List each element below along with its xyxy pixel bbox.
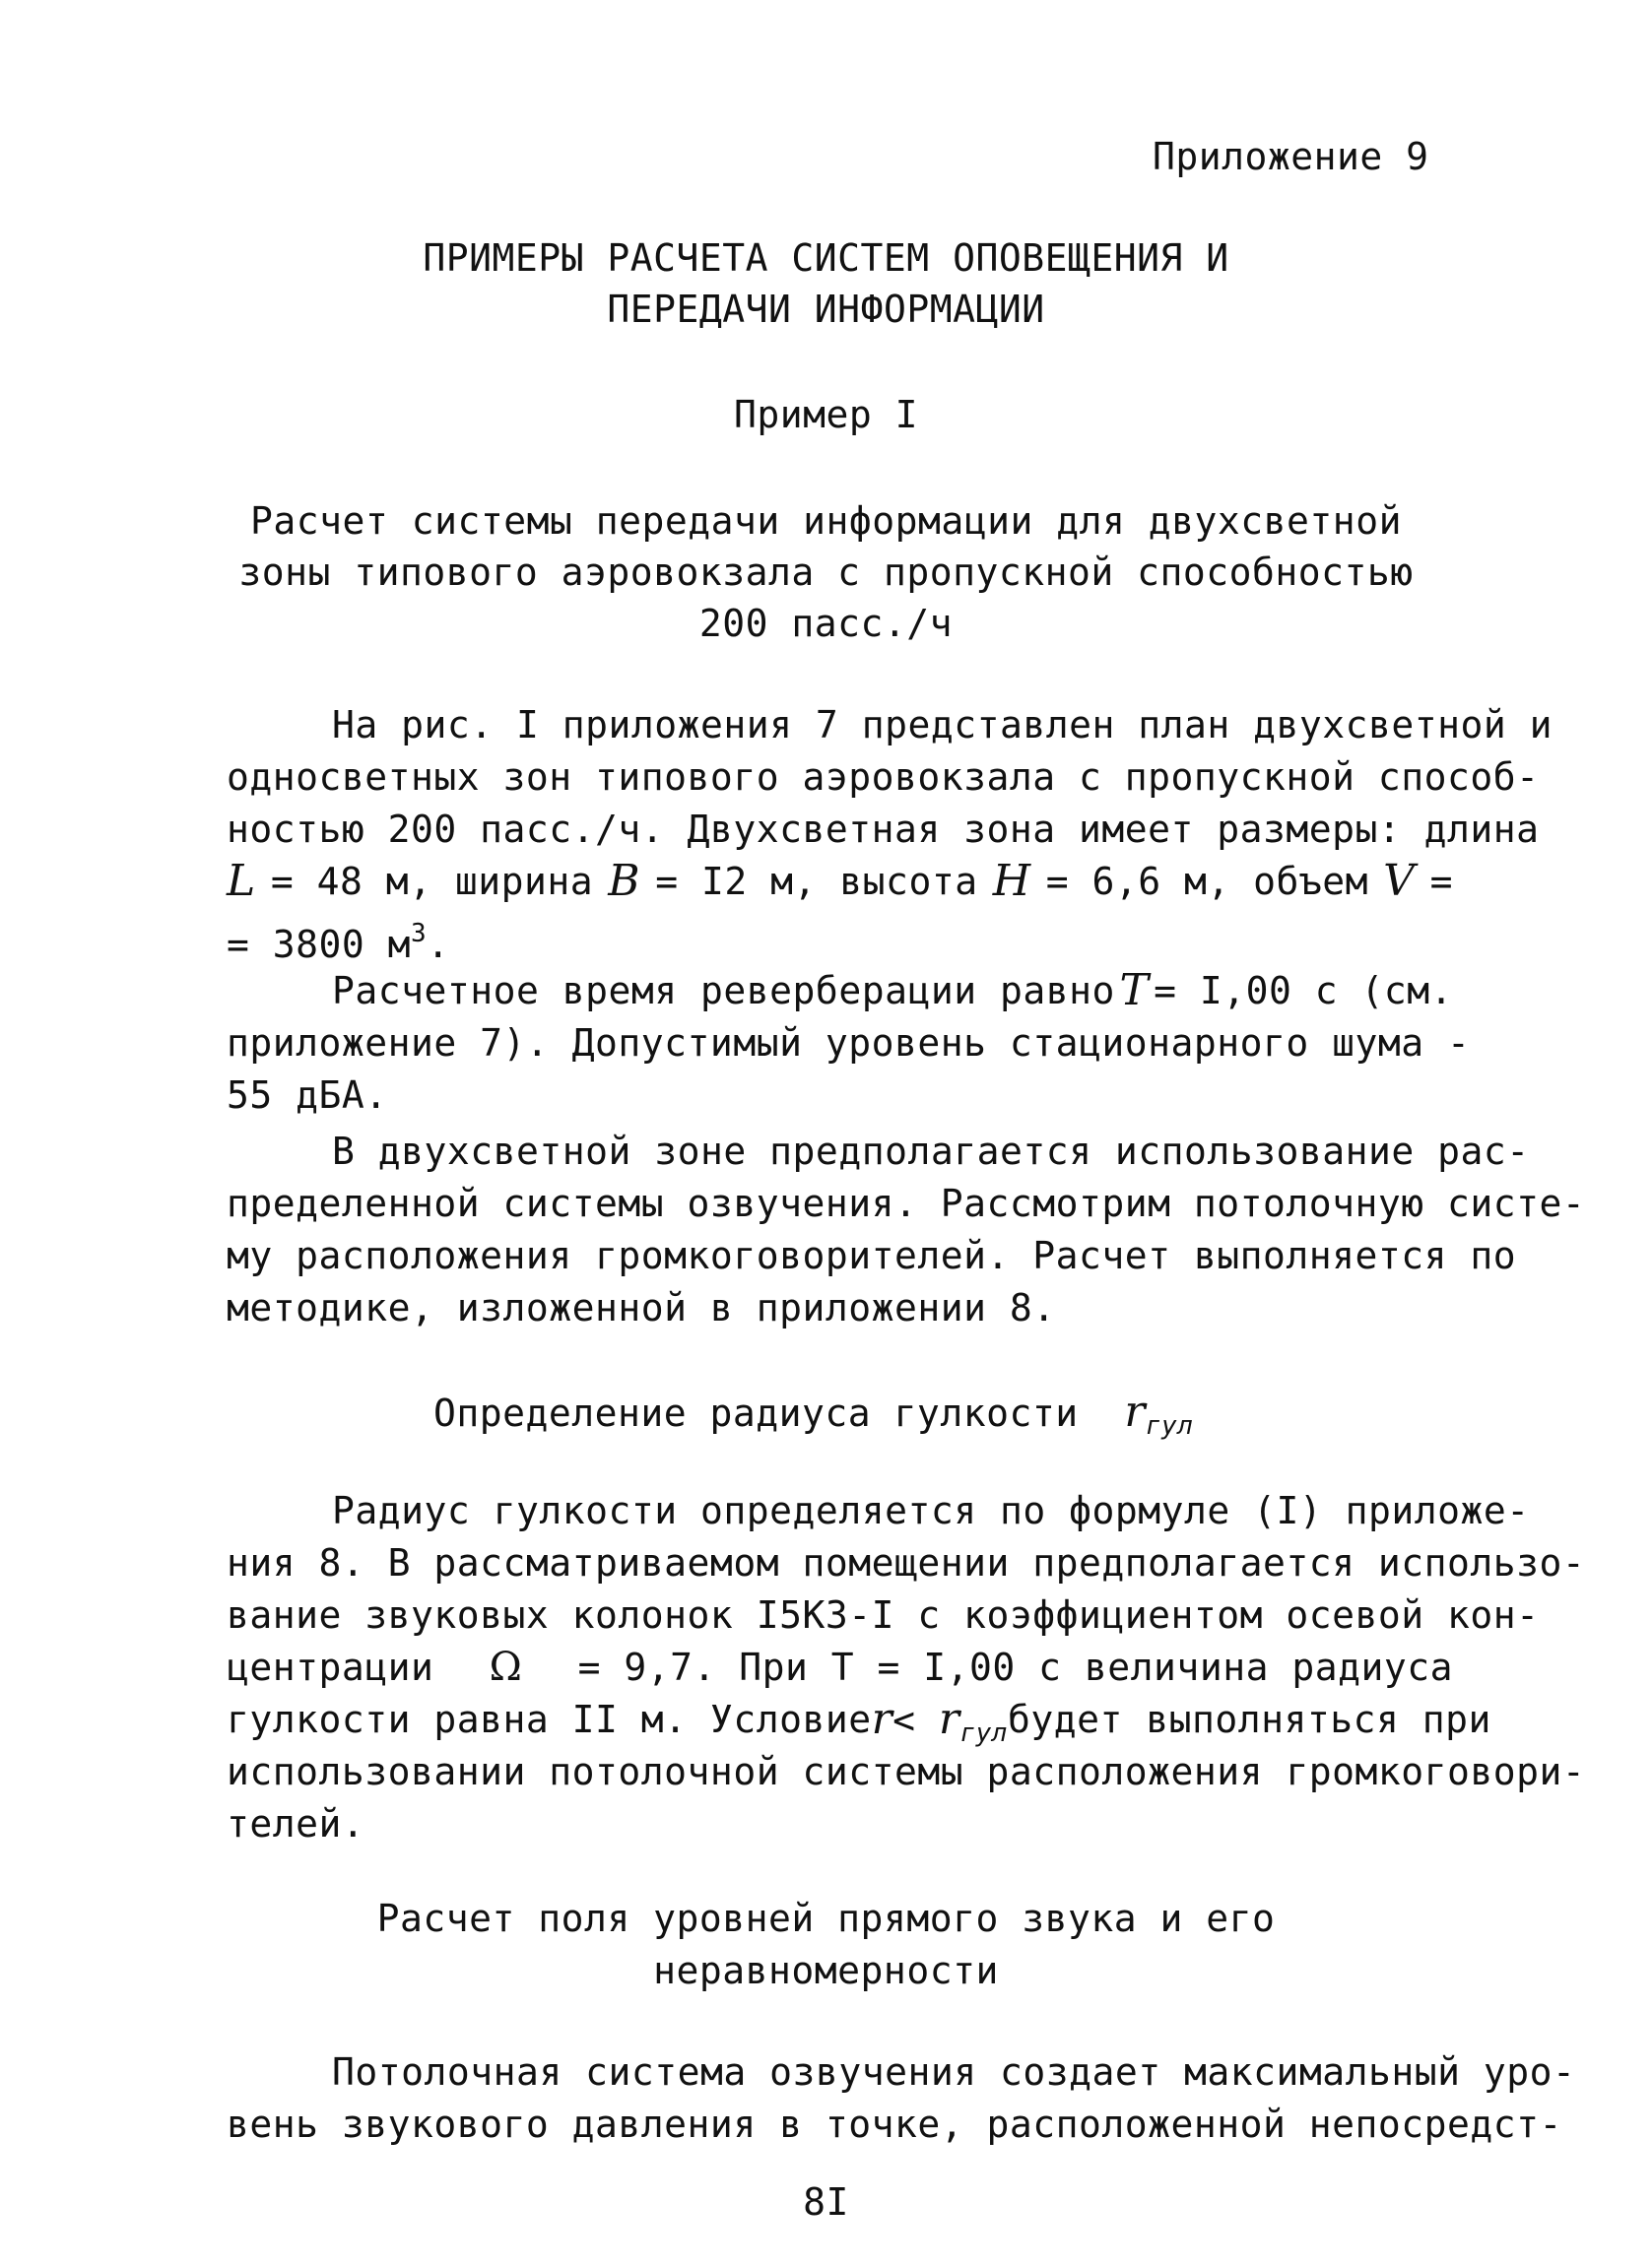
text-span: = 9,7. При T = I,00 с величина радиуса xyxy=(577,1646,1453,1689)
text-span: = I,00 с (см. xyxy=(1154,969,1453,1012)
example-label: Пример I xyxy=(733,393,919,436)
text-span: = I2 м, высота xyxy=(655,860,978,903)
text-span: вень звукового давления в точке, расположенной непосредст- xyxy=(227,2103,1562,2146)
paragraph-3-line-3 xyxy=(227,1230,1517,1281)
paragraph-3-line-4: методике, изложенной в приложении 8. xyxy=(227,1286,1056,1329)
appendix-label: Приложение 9 xyxy=(1153,135,1429,178)
height-symbol: H xyxy=(992,856,1031,906)
text-span: Радиус гулкости определяется по формуле (I) приложе- xyxy=(332,1489,1530,1532)
paragraph-4-line-4 xyxy=(227,1642,1453,1693)
radius-symbol: r xyxy=(938,1694,960,1744)
title-line-2: ПЕРЕДАЧИ ИНФОРМАЦИИ xyxy=(607,288,1045,331)
text-span: ния 8. В рассматриваемом помещении предполагается использо- xyxy=(227,1541,1586,1585)
paragraph-4-line-6 xyxy=(227,1746,1586,1797)
heading-text: Определение радиуса гулкости xyxy=(433,1392,1079,1435)
paragraph-2-line-2: приложение 7). Допустимый уровень стационарного шума - xyxy=(227,1021,1471,1065)
paragraph-1-line-3 xyxy=(227,804,1540,855)
section-2-heading-line-1: Расчет поля уровней прямого звука и его xyxy=(376,1897,1276,1940)
reverberation-time-symbol: T xyxy=(1119,965,1150,1015)
text-span: будет выполняться при xyxy=(1007,1698,1491,1741)
paragraph-3-line-1 xyxy=(332,1126,1530,1177)
example-subtitle-line-2: зоны типового аэровокзала с пропускной способностью xyxy=(238,551,1414,594)
paragraph-1-line-4 xyxy=(227,856,1453,907)
paragraph-5-line-1 xyxy=(332,2046,1576,2098)
paragraph-4-line-1 xyxy=(332,1485,1530,1536)
text-span: односветных зон типового аэровокзала с пропускной способ- xyxy=(227,755,1540,799)
text-span: гулкости равна II м. Условие xyxy=(227,1698,872,1741)
paragraph-3-line-2 xyxy=(227,1178,1586,1229)
section-2-heading-line-2: неравномерности xyxy=(653,1949,999,1992)
text-span: пределенной системы озвучения. Рассмотрим потолочную систе- xyxy=(227,1182,1586,1225)
text-span: В двухсветной зоне предполагается использование рас- xyxy=(332,1130,1530,1173)
section-1-heading xyxy=(433,1387,1193,1452)
paragraph-1-line-2 xyxy=(227,751,1540,803)
text-span: На рис. I приложения 7 представлен план двухсветной и xyxy=(332,703,1553,746)
example-subtitle-line-1: Расчет системы передачи информации для двухсветной xyxy=(250,499,1402,543)
paragraph-2-line-1 xyxy=(332,965,1453,1016)
length-symbol: L xyxy=(227,856,256,906)
text-span: му расположения громкоговорителей. Расчет выполняется по xyxy=(227,1234,1517,1277)
page-number: 8I xyxy=(803,2180,849,2224)
text-span: использовании потолочной системы расположения громкоговори- xyxy=(227,1750,1586,1793)
text-span: = 3800 м xyxy=(227,923,412,966)
paragraph-1-line-5 xyxy=(227,908,450,970)
radius-symbol: r xyxy=(1124,1387,1146,1437)
paragraph-5-line-2 xyxy=(227,2099,1562,2150)
width-symbol: B xyxy=(608,856,641,906)
paragraph-4-line-3 xyxy=(227,1589,1540,1641)
radius-symbol: r xyxy=(871,1694,893,1744)
title-line-1: ПРИМЕРЫ РАСЧЕТА СИСТЕМ ОПОВЕЩЕНИЯ И xyxy=(423,236,1229,280)
paragraph-4-line-2 xyxy=(227,1537,1586,1588)
paragraph-1-line-1 xyxy=(332,699,1553,750)
subscript: гул xyxy=(959,1718,1008,1748)
text-span: = 48 м, ширина xyxy=(270,860,594,903)
text-span: центрации xyxy=(227,1646,434,1689)
text-span: = xyxy=(1429,860,1453,903)
superscript: 3 xyxy=(411,919,428,948)
text-span: ностью 200 пасс./ч. Двухсветная зона имеет размеры: длина xyxy=(227,808,1540,851)
subscript: гул xyxy=(1145,1411,1194,1441)
text-span: = 6,6 м, объем xyxy=(1045,860,1369,903)
text-span: Расчетное время реверберации равно xyxy=(332,969,1115,1012)
volume-symbol: V xyxy=(1383,856,1416,906)
paragraph-2-line-3: 55 дБА. xyxy=(227,1073,388,1117)
paragraph-4-line-7: телей. xyxy=(227,1802,365,1846)
less-than: < xyxy=(892,1699,916,1742)
text-span: Потолочная система озвучения создает максимальный уро- xyxy=(332,2050,1576,2094)
example-subtitle-line-3: 200 пасс./ч xyxy=(698,602,954,645)
text-span: . xyxy=(427,923,450,966)
omega-symbol: Ω xyxy=(489,1645,523,1690)
text-span: вание звуковых колонок I5КЗ-I с коэффициентом осевой кон- xyxy=(227,1593,1540,1637)
